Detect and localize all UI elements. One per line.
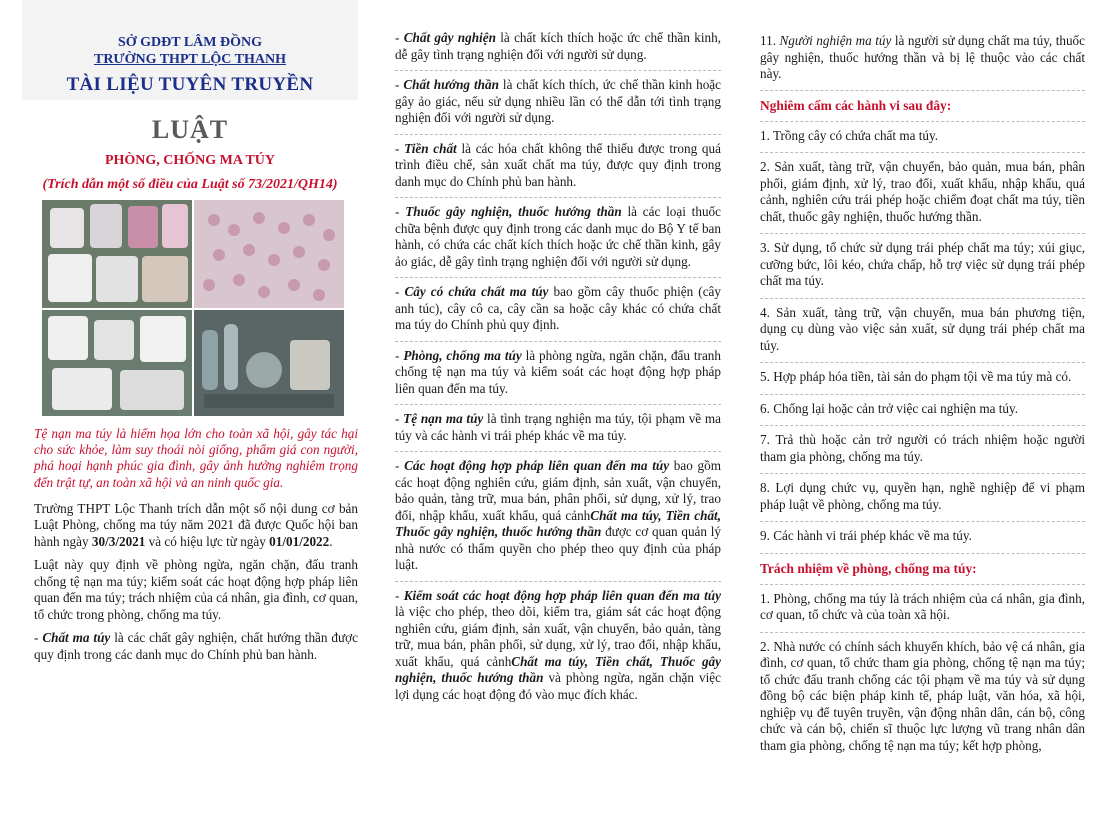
law-citation: (Trích dẫn một số điều của Luật số 73/2021/QH14) [22,170,358,196]
item-number: 11. [760,33,780,48]
prohibited-item: 6. Chống lại hoặc cản trở việc cai nghiện ma túy. [760,400,1019,416]
header-block [22,0,358,100]
definition-cay-co-chua-ma-tuy: - Cây có chứa chất ma túy bao gồm cây thuốc phiện (cây anh túc), cây cô ca, cây cần sa hoặc cây khác có chứa chất ma túy do Chính phủ quy định. [395,284,721,332]
column-left [22,0,358,783]
intro-paragraph [34,501,358,551]
definition-chat-gay-nghien: - Chất gây nghiện là chất kích thích hoặc ức chế thần kinh, dễ gây tình trạng nghiện đối với người sử dụng. [395,30,721,62]
definition-text: là các chất gây nghiện, chất hướng thần được quy định trong các danh mục do Chính phủ ban hành. [34,630,358,662]
divider [760,298,1085,299]
divider [760,584,1085,585]
term-secondary: Chất ma túy, Tiền chất, Thuốc gây nghiện, thuốc hướng thần [395,507,721,539]
definition-text: là các hóa chất không thể thiếu được trong quá trình điều chế, sản xuất chất ma túy, được quy định trong danh mục do Chính phủ ban hành. [395,140,721,189]
divider [760,90,1085,91]
prohibited-item: 9. Các hành vi trái phép khác về ma túy. [760,528,972,543]
intro-text-b: và có hiệu lực từ ngày [145,533,270,549]
definition-text-2: được cơ quan quản lý nhà nước có thẩm quyền cho phép theo quy định của pháp luật. [395,524,721,572]
divider [395,404,721,405]
drug-equipment-photo [194,310,344,416]
definition-phong-chong-ma-tuy: - Phòng, chống ma túy là phòng ngừa, ngăn chặn, đấu tranh chống tệ nạn ma túy và kiểm soát các hoạt động hợp pháp liên quan đến ma túy. [395,347,721,396]
prohibited-item: 5. Hợp pháp hóa tiền, tài sản do phạm tội về ma túy mà có. [760,369,1072,384]
prohibited-item: 3. Sử dụng, tổ chức sử dụng trái phép chất ma túy; xúi giục, cưỡng bức, lôi kéo, chứa chấp, hỗ trợ việc sử dụng trái phép chất ma túy. [760,240,1085,288]
responsibility-item: 1. Phòng, chống ma túy là trách nhiệm của cá nhân, gia đình, cơ quan, tổ chức và của toàn xã hội. [760,590,1085,622]
divider [760,425,1085,426]
law-subtitle: PHÒNG, CHỐNG MA TÚY [22,150,358,170]
definition-text-2: và phòng ngừa, ngăn chặn việc lợi dụng các hoạt động đó vào mục đích khác. [395,670,721,702]
definition-hoat-dong-hop-phap: - Các hoạt động hợp pháp liên quan đến ma túy bao gồm các hoạt động nghiên cứu, giám định, sản xuất, vận chuyển, bảo quản, tàng trữ, mua bán, phân phối, sử dụng, xử lý, trao đổi, nhập khẩu, xuất khẩu, quá cảnhChất ma túy, Tiền chất, Thuốc gây nghiện, thuốc hướng thần được cơ quan quản lý nhà nước có thẩm quyền cho phép theo quy định của pháp luật. [395,458,721,572]
definition-text: là việc cho phép, theo dõi, kiểm tra, giám sát các hoạt động nghiên cứu, giám định, sản xuất, vận chuyển, bảo quản, tàng trữ, mua bán, phân phối, sử dụng, xử lý, trao đổi, nhập khẩu, xuất khẩu, quá cảnh [395,604,721,669]
divider [395,277,721,278]
divider [760,121,1085,122]
definition-text: là chất kích thích hoặc ức chế thần kinh, dễ gây tình trạng nghiện đối với người sử dụng. [395,30,721,62]
issue-date: 30/3/2021 [91,533,146,549]
term-secondary: Chất ma túy, Tiền chất, Thuốc gây nghiện, thuốc hướng thần [395,653,721,685]
definition-thuoc-gay-nghien: - Thuốc gây nghiện, thuốc hướng thần là các loại thuốc chữa bệnh được quy định trong các danh mục do Bộ Y tế ban hành, có chứa các chất kích thích hoặc ức chế thần kinh, gây ảo giác, dễ gây tình trạng nghiện đối với người sử dụng. [395,204,721,269]
drug-bags-photo [42,200,192,308]
term: Các hoạt động hợp pháp liên quan đến ma túy [404,458,670,473]
effective-date: 01/01/2022 [269,533,330,549]
definition-te-nan-ma-tuy: - Tệ nạn ma túy là tình trạng nghiện ma túy, tội phạm về ma túy và các hành vi trái phép khác về ma túy. [395,411,721,443]
term: Cây có chứa chất ma túy [404,284,549,299]
prohibited-heading: Nghiêm cấm các hành vi sau đây: [760,97,952,113]
divider [395,451,721,452]
drug-photo-collage [42,200,344,416]
term: Chất gây nghiện [403,30,496,45]
definition-tien-chat: - Tiền chất là các hóa chất không thể thiếu được trong quá trình điều chế, sản xuất chất ma túy, được quy định trong danh mục do Chính phủ ban hành. [395,140,721,189]
definition-text: là chất kích thích, ức chế thần kinh hoặc gây ảo giác, nếu sử dụng nhiều lần có thể dẫn tới tình trạng nghiện đối với người sử dụng. [395,77,721,125]
pink-pills-photo [194,200,344,308]
prohibited-item: 7. Trả thù hoặc cản trở người có trách nhiệm hoặc người tham gia phòng, chống ma túy. [760,432,1085,464]
definition-text: bao gồm các hoạt động nghiên cứu, giám định, sản xuất, vận chuyển, bảo quản, tàng trữ, mua bán, phân phối, sử dụng, xử lý, trao đổi, nhập khẩu, xuất khẩu, quá cảnh [395,458,721,523]
definition-kiem-soat: - Kiểm soát các hoạt động hợp pháp liên quan đến ma túy là việc cho phép, theo dõi, kiểm tra, giám sát các hoạt động nghiên cứu, giám định, sản xuất, vận chuyển, bảo quản, tàng trữ, mua bán, phân phối, sử dụng, xử lý, trao đổi, nhập khẩu, xuất khẩu, quá cảnhChất ma túy, Tiền chất, Thuốc gây nghiện, thuốc hướng thần và phòng ngừa, ngăn chặn việc lợi dụng các hoạt động đó vào mục đích khác. [395,587,721,702]
school-name: TRƯỜNG THPT LỘC THANH [93,52,286,67]
divider [395,70,721,71]
divider [760,473,1085,474]
prohibited-item: 1. Trồng cây có chứa chất ma túy. [760,127,939,143]
term: Chất ma túy [42,630,111,646]
definition-nguoi-nghien [760,33,1085,83]
divider [395,134,721,135]
intro-text-c: . [329,533,333,549]
divider [395,581,721,582]
divider [395,197,721,198]
definition-chat-ma-tuy: - Chất ma túy là các chất gây nghiện, chất hướng thần được quy định trong các danh mục do Chính phủ ban hành. [34,630,358,662]
definition-chat-huong-than: - Chất hướng thần là chất kích thích, ức chế thần kinh hoặc gây ảo giác, nếu sử dụng nhiều lần có thể dẫn tới tình trạng nghiện đối với người sử dụng. [395,77,721,125]
powder-bags-photo [42,310,192,416]
definition-text: là tình trạng nghiện ma túy, tội phạm về ma túy và các hành vi trái phép khác về ma túy. [395,411,721,443]
definition-text: là người sử dụng chất ma túy, thuốc gây nghiện, thuốc hướng thần và bị lệ thuộc vào các chất này. [760,33,1085,81]
term: Tệ nạn ma túy [403,411,484,426]
responsibility-heading: Trách nhiệm về phòng, chống ma túy: [760,560,977,576]
responsibility-item: 2. Nhà nước có chính sách khuyến khích, bảo vệ cá nhân, gia đình, cơ quan, tổ chức tham gia phòng, chống tệ nạn ma túy; tổ chức đấu tranh chống các tội phạm về ma túy và sử dụng đồng bộ các biện pháp kinh tế, pháp luật, văn hóa, xã hội, nghiệp vụ để tuyên truyền, vận động nhân dân, cán bộ, công chức và cán bộ, chiến sĩ thuộc lực lượng vũ trang nhân dân tham gia phòng, chống tệ nạn ma túy; kết hợp phòng, [760,638,1085,753]
intro-text-a: Trường THPT Lộc Thanh trích dẫn một số nội dung cơ bản Luật Phòng, chống ma túy năm 2021 đã được Quốc hội ban hành ngày [34,500,358,549]
definition-text: bao gồm cây thuốc phiện (cây anh túc), cây cô ca, cây cần sa hoặc cây khác có chứa chất ma túy do Chính phủ quy định. [395,284,721,332]
doc-title: TÀI LIỆU TUYÊN TRUYỀN [66,74,314,95]
divider [760,362,1085,363]
definition-text: là các loại thuốc chữa bệnh được quy định trong các danh mục do Bộ Y tế ban hành, có chứa các chất kích thích hoặc ức chế thần kinh, gây ảo giác, dễ gây tình trạng nghiện đối với người sử dụng. [395,204,721,269]
scope-paragraph: Luật này quy định về phòng ngừa, ngăn chặn, đấu tranh chống tệ nạn ma túy; kiểm soát các hoạt động hợp pháp liên quan đến ma túy; trách nhiệm của cá nhân, gia đình, cơ quan, tổ chức trong phòng, chống ma túy. [34,557,358,622]
prohibited-item: 2. Sản xuất, tàng trữ, vận chuyển, bảo quản, mua bán, phân phối, giám định, xử lý, trao đổi, xuất khẩu, nhập khẩu, quá cảnh, nghiên cứu trái phép hoặc chiếm đoạt chất ma túy, tiền chất, thuốc gây nghiện, thuốc hướng thần. [760,159,1085,224]
divider [760,521,1085,522]
term: Tiền chất [404,140,457,156]
prohibited-item: 4. Sản xuất, tàng trữ, vận chuyển, mua bán phương tiện, dụng cụ dùng vào việc sản xuất, sử dụng trái phép chất ma túy. [760,304,1085,353]
term: Phòng, chống ma túy [403,347,522,363]
definition-text: là phòng ngừa, ngăn chặn, đấu tranh chống tệ nạn ma túy và kiểm soát các hoạt động hợp pháp liên quan đến ma túy. [395,347,721,396]
divider [760,632,1085,633]
prohibited-item: 8. Lợi dụng chức vụ, quyền hạn, nghề nghiệp để vi phạm pháp luật về phòng, chống ma túy. [760,480,1085,512]
divider [395,341,721,342]
term: Thuốc gây nghiện, thuốc hướng thần [405,204,622,219]
divider [760,233,1085,234]
term: Chất hướng thần [403,77,499,92]
law-title: LUẬT [22,106,358,150]
term: Kiểm soát các hoạt động hợp pháp liên quan đến ma túy [403,587,721,603]
term: Người nghiện ma túy [779,33,892,48]
divider [760,152,1085,153]
intro-warning: Tệ nạn ma túy là hiểm họa lớn cho toàn xã hội, gây tác hại cho sức khỏe, làm suy thoái nòi giống, phẩm giá con người, phá hoại hạnh phúc gia đình, gây ảnh hưởng nghiêm trọng đến trật tự, an toàn xã hội và an ninh quốc gia. [34,426,358,490]
divider [760,553,1085,554]
column-middle [395,30,721,813]
column-right [760,33,1085,816]
dept-name: SỞ GDĐT LÂM ĐỒNG [117,35,263,50]
divider [760,394,1085,395]
